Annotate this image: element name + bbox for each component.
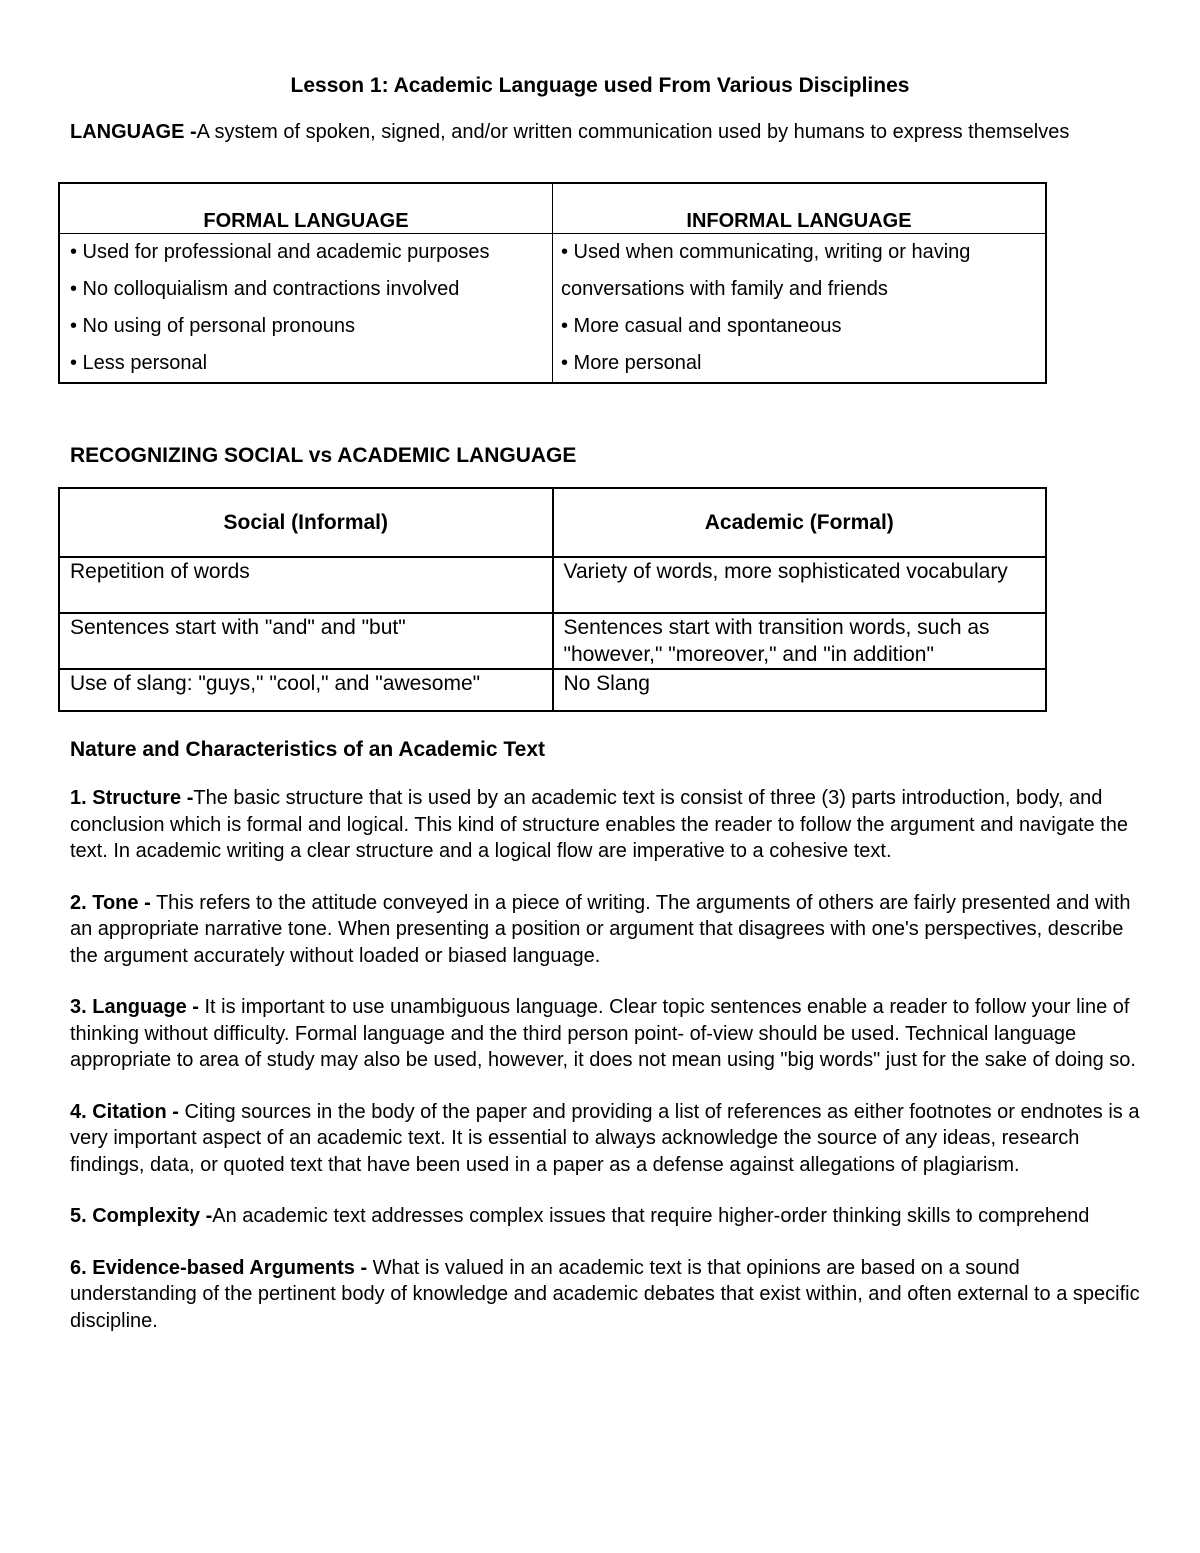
formal-item: • No colloquialism and contractions involved bbox=[70, 278, 460, 300]
informal-list bbox=[553, 234, 1047, 384]
characteristic-evidence bbox=[70, 1255, 1140, 1335]
item-text: The basic structure that is used by an academic text is consist of three (3) parts introduction, body, and conclusion which is formal and logical. This kind of structure enables the reader to follow the argument and navigate the text. In academic writing a clear structure and a logical flow are imperative to a cohesive text. bbox=[70, 787, 1129, 862]
item-term: 5. Complexity - bbox=[70, 1205, 213, 1227]
item-text: It is important to use unambiguous language. Clear topic sentences enable a reader to follow your line of thinking without difficulty. Formal language and the third person point- of-view should be used. Technical language appropriate to area of study may also be used, however, it does not mean using "big words" just for the sake of doing so. bbox=[70, 996, 1136, 1071]
social-header: Social (Informal) bbox=[59, 488, 553, 557]
social-cell: Sentences start with "and" and "but" bbox=[59, 613, 553, 669]
characteristic-complexity bbox=[70, 1203, 1140, 1230]
item-text: Citing sources in the body of the paper and providing a list of references as either footnotes or endnotes is a very important aspect of an academic text. It is essential to always acknowledge the source of any ideas, research findings, data, or quoted text that have been used in a paper as a defense against allegations of plagiarism. bbox=[70, 1100, 1140, 1176]
item-term: 1. Structure - bbox=[70, 787, 194, 809]
academic-cell: No Slang bbox=[553, 669, 1047, 711]
item-term: 4. Citation - bbox=[70, 1100, 179, 1123]
language-definition bbox=[70, 119, 1140, 146]
item-term: 2. Tone - bbox=[70, 891, 151, 914]
academic-cell: Variety of words, more sophisticated vocabulary bbox=[553, 557, 1047, 613]
informal-item: • Used when communicating, writing or having conversations with family and friends bbox=[561, 241, 971, 300]
formal-list bbox=[59, 234, 553, 384]
characteristic-structure bbox=[70, 785, 1140, 865]
item-text: This refers to the attitude conveyed in a piece of writing. The arguments of others are fairly presented and with an appropriate narrative tone. When presenting a position or argument that disagrees with one's perspectives, describe the argument accurately without loaded or biased language. bbox=[70, 891, 1131, 967]
formal-item: • Less personal bbox=[70, 352, 208, 374]
informal-item: • More personal bbox=[561, 352, 702, 374]
characteristic-citation bbox=[70, 1099, 1140, 1179]
social-academic-table bbox=[58, 487, 1047, 712]
formal-informal-table bbox=[58, 182, 1047, 384]
formal-item: • No using of personal pronouns bbox=[70, 315, 355, 337]
table-row bbox=[59, 613, 1046, 669]
item-text: What is valued in an academic text is that opinions are based on a sound understanding of the pertinent body of knowledge and academic debates that exist within, and often external to a specific discipline. bbox=[70, 1256, 1140, 1332]
characteristic-tone bbox=[70, 890, 1140, 970]
document-page bbox=[70, 72, 1140, 1359]
formal-item: • Used for professional and academic purposes bbox=[70, 241, 490, 263]
item-text: An academic text addresses complex issues that require higher-order thinking skills to comprehend bbox=[212, 1205, 1090, 1227]
social-academic-heading: RECOGNIZING SOCIAL vs ACADEMIC LANGUAGE bbox=[70, 444, 577, 467]
definition-text: A system of spoken, signed, and/or written communication used by humans to express themselves bbox=[196, 121, 1070, 143]
table-row bbox=[59, 669, 1046, 711]
social-cell: Use of slang: "guys," "cool," and "awesome" bbox=[59, 669, 553, 711]
page-title: Lesson 1: Academic Language used From Various Disciplines bbox=[290, 74, 910, 97]
informal-item: • More casual and spontaneous bbox=[561, 315, 842, 337]
nature-heading: Nature and Characteristics of an Academic Text bbox=[70, 738, 545, 761]
definition-term: LANGUAGE - bbox=[70, 121, 197, 143]
characteristic-language bbox=[70, 994, 1140, 1074]
academic-cell: Sentences start with transition words, such as "however," "moreover," and "in addition" bbox=[553, 613, 1047, 669]
social-cell: Repetition of words bbox=[59, 557, 553, 613]
formal-header: FORMAL LANGUAGE bbox=[59, 183, 553, 234]
table-row bbox=[59, 557, 1046, 613]
academic-header: Academic (Formal) bbox=[553, 488, 1047, 557]
item-term: 3. Language - bbox=[70, 996, 199, 1018]
informal-header: INFORMAL LANGUAGE bbox=[553, 183, 1047, 234]
item-term: 6. Evidence-based Arguments - bbox=[70, 1256, 368, 1279]
